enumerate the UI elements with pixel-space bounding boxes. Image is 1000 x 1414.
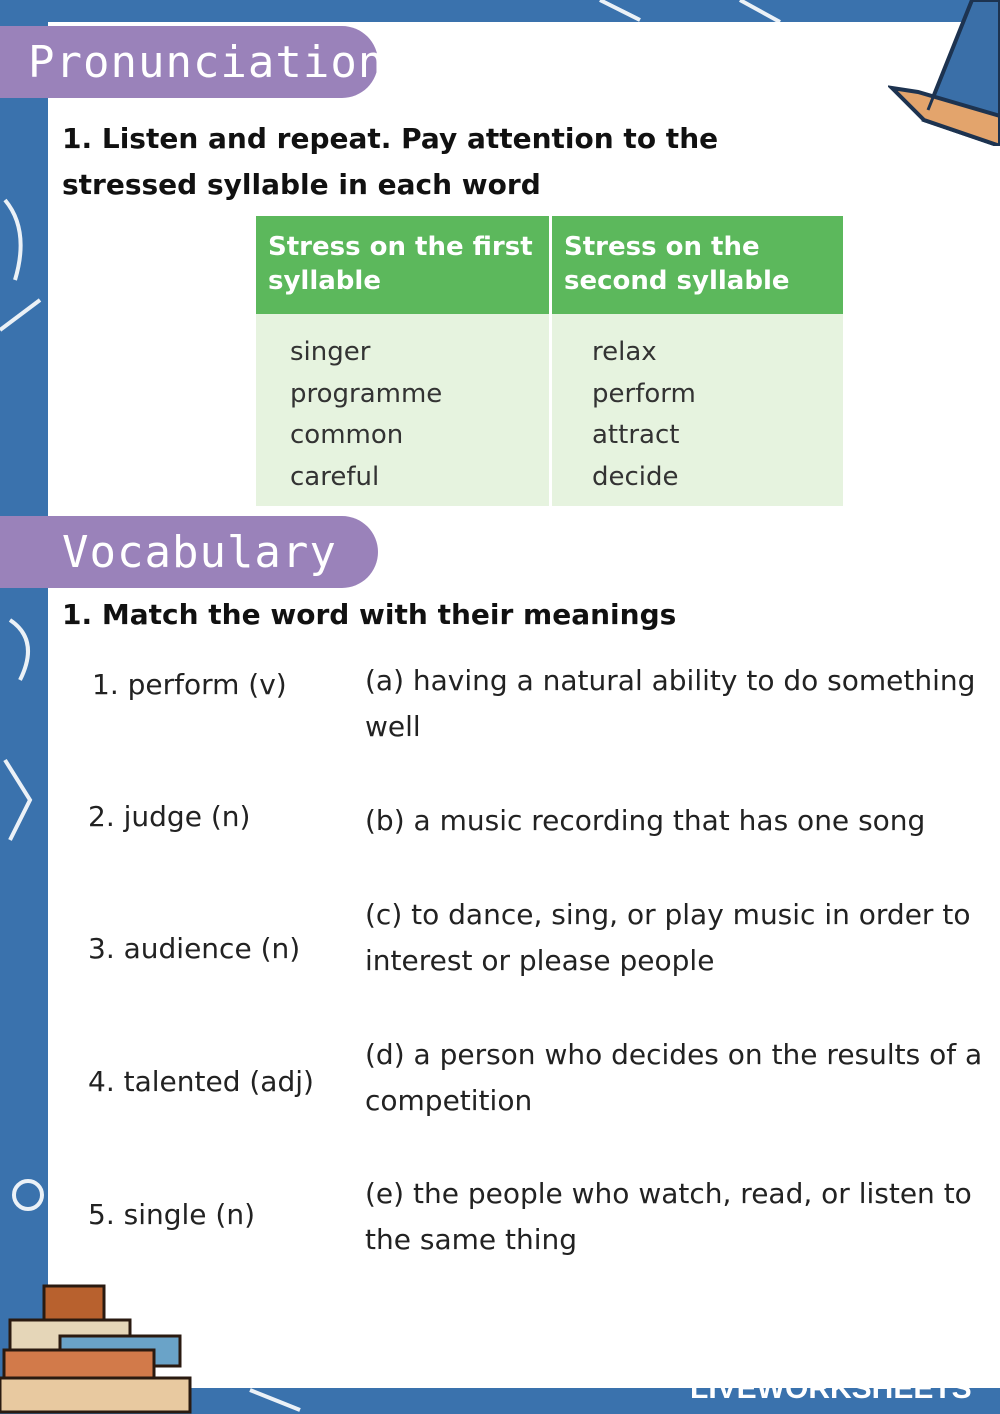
vocabulary-title: Vocabulary [62, 526, 337, 578]
vocab-meaning-d: (d) a person who decides on the results of a competition [365, 1038, 983, 1117]
stress-second-header: Stress on the second syllable [552, 216, 843, 314]
word-item: common [290, 420, 404, 450]
vocab-meaning-a: (a) having a natural ability to do something well [365, 664, 976, 743]
doodle-left-1 [5, 200, 21, 280]
vocab-meaning-b: (b) a music recording that has one song [365, 804, 926, 837]
word-item: careful [290, 461, 380, 492]
first-syllable-words [290, 332, 442, 498]
vocab-meaning-c: (c) to dance, sing, or play music in order to interest or please people [365, 898, 971, 977]
word-item: programme [290, 378, 443, 409]
vocab-word-1: 1. perform (v) [92, 668, 287, 701]
vocab-word-2: 2. judge (n) [88, 800, 251, 833]
vocab-meaning-e: (e) the people who watch, read, or listen to the same thing [365, 1177, 972, 1256]
vocabulary-banner [0, 516, 378, 588]
doodle-bottom-1 [250, 1390, 300, 1410]
doodle-top-2 [740, 0, 780, 22]
vocab-word-3: 3. audience (n) [88, 932, 301, 965]
stress-first-header: Stress on the first syllable [256, 216, 549, 314]
word-item: singer [290, 337, 371, 367]
table-divider [549, 216, 552, 506]
vocab-word-5: 5. single (n) [88, 1198, 256, 1231]
tent-illustration-icon [888, 0, 1000, 146]
stress-table [256, 216, 843, 506]
doodle-top-1 [600, 0, 640, 20]
books-illustration-icon [0, 1280, 200, 1414]
vocab-word-4: 4. talented (adj) [88, 1065, 314, 1098]
doodle-left-2 [0, 300, 40, 330]
pronunciation-instruction: 1. Listen and repeat. Pay attention to the stressed syllable in each word [62, 122, 719, 201]
word-item: attract [592, 420, 680, 450]
liveworksheets-logo: LIVEWORKSHEETS [690, 1372, 972, 1405]
doodle-left-4 [5, 760, 30, 840]
vocabulary-instruction: 1. Match the word with their meanings [62, 598, 677, 631]
pronunciation-title: Pronunciation [28, 36, 386, 88]
pronunciation-banner [0, 26, 386, 98]
doodle-left-circle [14, 1181, 42, 1209]
second-syllable-words [592, 332, 696, 498]
doodle-left-3 [10, 620, 28, 680]
word-item: perform [592, 378, 696, 409]
word-item: decide [592, 461, 679, 492]
word-item: relax [592, 337, 657, 367]
